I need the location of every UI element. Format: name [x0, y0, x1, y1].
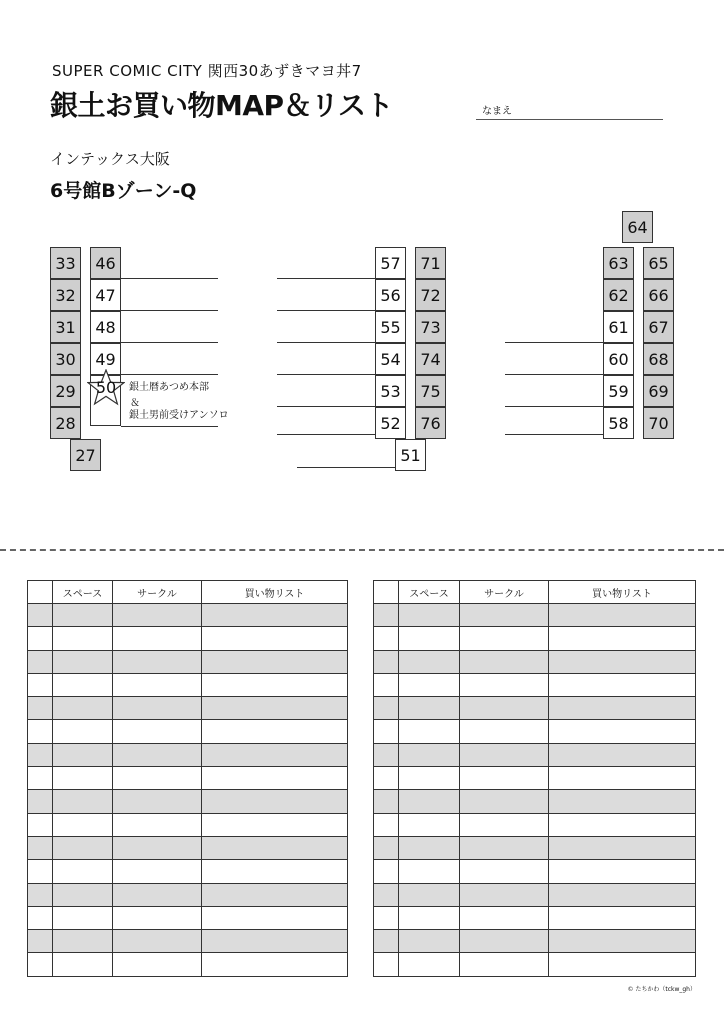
space-cell[interactable] [399, 860, 460, 883]
shopping-cell[interactable] [202, 813, 348, 836]
space-cell[interactable] [53, 767, 113, 790]
circle-cell[interactable] [460, 720, 549, 743]
shopping-cell[interactable] [549, 906, 696, 929]
circle-cell[interactable] [460, 883, 549, 906]
booth-50-star [87, 369, 125, 407]
table-line [505, 374, 603, 375]
table-row [28, 790, 348, 813]
row-marker-cell[interactable] [374, 650, 399, 673]
table-row [374, 767, 696, 790]
row-marker-cell[interactable] [28, 883, 53, 906]
space-cell[interactable] [53, 860, 113, 883]
space-cell[interactable] [53, 604, 113, 627]
space-cell[interactable] [399, 627, 460, 650]
space-cell[interactable] [399, 906, 460, 929]
row-marker-cell[interactable] [374, 604, 399, 627]
space-cell[interactable] [399, 650, 460, 673]
row-marker-cell[interactable] [28, 673, 53, 696]
row-marker-cell[interactable] [374, 813, 399, 836]
row-marker-cell[interactable] [374, 627, 399, 650]
table-row [374, 604, 696, 627]
event-title: SUPER COMIC CITY 関西30あずきマヨ丼7 [52, 62, 362, 80]
booth-31: 31 [50, 311, 81, 343]
circle-cell[interactable] [460, 627, 549, 650]
table-row [28, 930, 348, 953]
booth-62: 62 [603, 279, 634, 311]
booth-67: 67 [643, 311, 674, 343]
circle-cell[interactable] [113, 813, 202, 836]
booth-27: 27 [70, 439, 101, 471]
shopping-cell[interactable] [549, 836, 696, 859]
space-cell[interactable] [399, 930, 460, 953]
space-cell[interactable] [399, 883, 460, 906]
table-row [374, 720, 696, 743]
venue-name: インテックス大阪 [50, 150, 170, 168]
shopping-header: 買い物リスト [549, 581, 696, 604]
row-marker-cell[interactable] [28, 906, 53, 929]
space-cell[interactable] [53, 673, 113, 696]
booth-29: 29 [50, 375, 81, 407]
row-marker-cell[interactable] [28, 813, 53, 836]
booth-50: 50 [95, 378, 117, 397]
circle-cell[interactable] [460, 790, 549, 813]
circle-cell[interactable] [113, 627, 202, 650]
booth-59: 59 [603, 375, 634, 407]
space-header: スペース [53, 581, 113, 604]
table-line [505, 406, 603, 407]
table-row [28, 883, 348, 906]
space-cell[interactable] [399, 767, 460, 790]
space-cell[interactable] [53, 906, 113, 929]
table-row [374, 883, 696, 906]
booth-64: 64 [622, 211, 653, 243]
name-write-line [476, 119, 663, 120]
table-row [374, 836, 696, 859]
space-cell[interactable] [399, 697, 460, 720]
booth-74: 74 [415, 343, 446, 375]
circle-cell[interactable] [460, 697, 549, 720]
booth-63: 63 [603, 247, 634, 279]
row-marker-cell[interactable] [374, 767, 399, 790]
circle-cell[interactable] [113, 767, 202, 790]
table-row [28, 604, 348, 627]
booth-51: 51 [395, 439, 426, 471]
booth-55: 55 [375, 311, 406, 343]
circle-cell[interactable] [113, 720, 202, 743]
shopping-cell[interactable] [202, 790, 348, 813]
space-cell[interactable] [399, 720, 460, 743]
shopping-cell[interactable] [202, 627, 348, 650]
shopping-cell[interactable] [549, 930, 696, 953]
circle-header: サークル [460, 581, 549, 604]
table-line [277, 406, 375, 407]
circle-cell[interactable] [113, 743, 202, 766]
table-row [28, 767, 348, 790]
row-marker-cell[interactable] [28, 767, 53, 790]
name-label: なまえ [482, 106, 512, 117]
booth-72: 72 [415, 279, 446, 311]
shopping-list-left [27, 580, 348, 977]
circle-cell[interactable] [113, 790, 202, 813]
shopping-cell[interactable] [549, 720, 696, 743]
table-line [121, 342, 218, 343]
hall-zone: 6号館Bゾーン-Q [50, 180, 197, 202]
circle-cell[interactable] [113, 697, 202, 720]
booth-47: 47 [90, 279, 121, 311]
booth-52: 52 [375, 407, 406, 439]
space-cell[interactable] [53, 930, 113, 953]
shopping-cell[interactable] [549, 604, 696, 627]
circle-cell[interactable] [460, 743, 549, 766]
row-marker-header [374, 581, 399, 604]
booth-65: 65 [643, 247, 674, 279]
shopping-cell[interactable] [202, 743, 348, 766]
circle-cell[interactable] [113, 650, 202, 673]
row-marker-cell[interactable] [28, 720, 53, 743]
table-line [121, 278, 218, 279]
circle-cell[interactable] [113, 930, 202, 953]
cut-line [0, 549, 724, 551]
booth-30: 30 [50, 343, 81, 375]
booth-58: 58 [603, 407, 634, 439]
shopping-cell[interactable] [202, 883, 348, 906]
table-row [28, 836, 348, 859]
booth-61: 61 [603, 311, 634, 343]
row-marker-cell[interactable] [374, 883, 399, 906]
table-line [297, 467, 395, 468]
booth-48: 48 [90, 311, 121, 343]
table-row [374, 627, 696, 650]
shopping-cell[interactable] [202, 650, 348, 673]
circle-cell[interactable] [460, 953, 549, 976]
circle-cell[interactable] [113, 906, 202, 929]
shopping-cell[interactable] [549, 790, 696, 813]
space-cell[interactable] [399, 813, 460, 836]
shopping-header: 買い物リスト [202, 581, 348, 604]
table-line [121, 426, 218, 427]
row-marker-cell[interactable] [374, 790, 399, 813]
shopping-cell[interactable] [202, 953, 348, 976]
row-marker-cell[interactable] [28, 860, 53, 883]
booth-68: 68 [643, 343, 674, 375]
row-marker-cell[interactable] [374, 720, 399, 743]
booth-54: 54 [375, 343, 406, 375]
row-marker-cell[interactable] [28, 743, 53, 766]
table-row [28, 627, 348, 650]
table-row [374, 906, 696, 929]
circle-cell[interactable] [460, 673, 549, 696]
row-marker-cell[interactable] [374, 953, 399, 976]
shopping-cell[interactable] [549, 743, 696, 766]
page-title: 銀土お買い物MAP＆リスト [50, 89, 393, 122]
space-cell[interactable] [53, 743, 113, 766]
row-marker-cell[interactable] [374, 743, 399, 766]
booth-71: 71 [415, 247, 446, 279]
shopping-cell[interactable] [202, 906, 348, 929]
row-marker-cell[interactable] [28, 790, 53, 813]
circle-cell[interactable] [113, 860, 202, 883]
shopping-cell[interactable] [549, 953, 696, 976]
space-cell[interactable] [53, 953, 113, 976]
row-marker-cell[interactable] [374, 906, 399, 929]
table-row [374, 953, 696, 976]
circle-cell[interactable] [460, 813, 549, 836]
booth-53: 53 [375, 375, 406, 407]
table-line [277, 342, 375, 343]
space-cell[interactable] [53, 790, 113, 813]
table-row [374, 790, 696, 813]
booth-76: 76 [415, 407, 446, 439]
circle-cell[interactable] [113, 604, 202, 627]
booth-60: 60 [603, 343, 634, 375]
booth-46: 46 [90, 247, 121, 279]
table-row [374, 697, 696, 720]
table-line [121, 310, 218, 311]
space-cell[interactable] [399, 673, 460, 696]
shopping-cell[interactable] [549, 860, 696, 883]
row-marker-cell[interactable] [28, 930, 53, 953]
shopping-cell[interactable] [202, 697, 348, 720]
circle-cell[interactable] [460, 604, 549, 627]
space-cell[interactable] [399, 790, 460, 813]
space-cell[interactable] [53, 813, 113, 836]
space-cell[interactable] [53, 627, 113, 650]
space-cell[interactable] [53, 697, 113, 720]
shopping-cell[interactable] [202, 860, 348, 883]
booth-57: 57 [375, 247, 406, 279]
shopping-cell[interactable] [549, 813, 696, 836]
shopping-cell[interactable] [202, 767, 348, 790]
shopping-cell[interactable] [202, 836, 348, 859]
booth-49: 49 [90, 343, 121, 375]
space-cell[interactable] [399, 836, 460, 859]
booth-75: 75 [415, 375, 446, 407]
space-header: スペース [399, 581, 460, 604]
space-cell[interactable] [53, 883, 113, 906]
table-row [374, 930, 696, 953]
shopping-cell[interactable] [549, 673, 696, 696]
highlight-circle-name: 銀土暦あつめ本部 [129, 382, 209, 393]
table-line [121, 374, 218, 375]
circle-header: サークル [113, 581, 202, 604]
space-cell[interactable] [399, 743, 460, 766]
row-marker-cell[interactable] [28, 697, 53, 720]
table-line [505, 434, 603, 435]
circle-cell[interactable] [460, 930, 549, 953]
shopping-cell[interactable] [549, 883, 696, 906]
table-row [28, 813, 348, 836]
circle-cell[interactable] [460, 650, 549, 673]
table-line [277, 278, 375, 279]
row-marker-cell[interactable] [374, 836, 399, 859]
table-row [374, 650, 696, 673]
space-cell[interactable] [399, 953, 460, 976]
table-row [374, 813, 696, 836]
shopping-cell[interactable] [202, 720, 348, 743]
table-row [28, 860, 348, 883]
row-marker-cell[interactable] [28, 604, 53, 627]
shopping-cell[interactable] [549, 697, 696, 720]
circle-cell[interactable] [460, 906, 549, 929]
table-row [374, 673, 696, 696]
shopping-cell[interactable] [549, 650, 696, 673]
circle-cell[interactable] [460, 860, 549, 883]
shopping-cell[interactable] [202, 930, 348, 953]
table-row [28, 906, 348, 929]
table-row [28, 720, 348, 743]
table-row [28, 953, 348, 976]
highlight-anthology: 銀土男前受けアンソロ [129, 410, 229, 421]
table-row [374, 860, 696, 883]
row-marker-cell[interactable] [374, 930, 399, 953]
table-row [28, 743, 348, 766]
row-marker-cell[interactable] [374, 860, 399, 883]
shopping-list-right [373, 580, 696, 977]
circle-cell[interactable] [460, 836, 549, 859]
booth-56: 56 [375, 279, 406, 311]
table-line [277, 434, 375, 435]
highlight-and: ＆ [130, 398, 140, 409]
booth-69: 69 [643, 375, 674, 407]
circle-cell[interactable] [113, 836, 202, 859]
row-marker-cell[interactable] [374, 697, 399, 720]
table-line [277, 374, 375, 375]
shopping-cell[interactable] [202, 604, 348, 627]
booth-32: 32 [50, 279, 81, 311]
space-cell[interactable] [53, 650, 113, 673]
booth-66: 66 [643, 279, 674, 311]
circle-cell[interactable] [113, 953, 202, 976]
booth-73: 73 [415, 311, 446, 343]
shopping-cell[interactable] [549, 767, 696, 790]
space-cell[interactable] [53, 836, 113, 859]
row-marker-cell[interactable] [28, 953, 53, 976]
row-marker-header [28, 581, 53, 604]
table-row [28, 673, 348, 696]
copyright: © たちかわ（tckw_gh） [627, 986, 696, 993]
space-cell[interactable] [53, 720, 113, 743]
booth-50-box-lower [90, 407, 121, 426]
booth-33: 33 [50, 247, 81, 279]
space-cell[interactable] [399, 604, 460, 627]
row-marker-cell[interactable] [28, 836, 53, 859]
booth-28: 28 [50, 407, 81, 439]
table-line [277, 310, 375, 311]
row-marker-cell[interactable] [28, 650, 53, 673]
table-row [28, 697, 348, 720]
circle-cell[interactable] [460, 767, 549, 790]
row-marker-cell[interactable] [374, 673, 399, 696]
circle-cell[interactable] [113, 673, 202, 696]
shopping-cell[interactable] [549, 627, 696, 650]
table-line [505, 342, 603, 343]
table-row [28, 650, 348, 673]
booth-70: 70 [643, 407, 674, 439]
table-row [374, 743, 696, 766]
circle-cell[interactable] [113, 883, 202, 906]
row-marker-cell[interactable] [28, 627, 53, 650]
shopping-cell[interactable] [202, 673, 348, 696]
